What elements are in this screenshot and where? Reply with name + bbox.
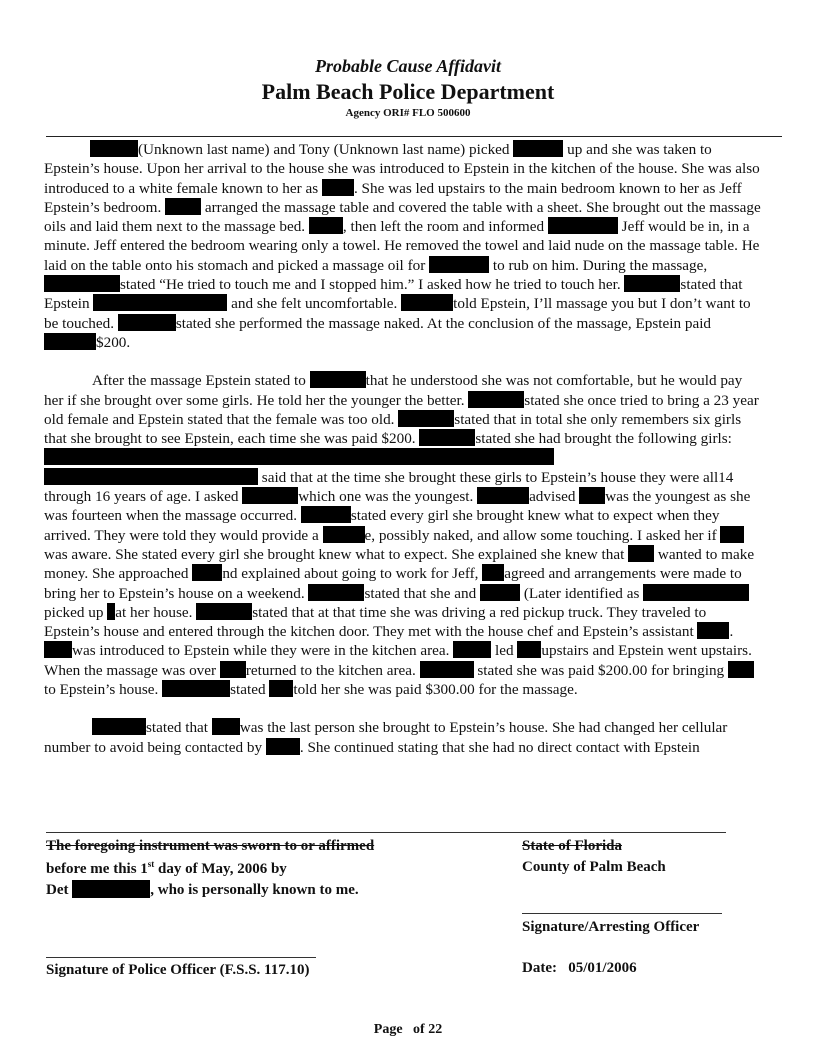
text-segment: arranged the massage table and covered the table with a sheet. She brought out the massage oils and laid them next to the massage bed. (44, 198, 761, 236)
redaction (212, 718, 240, 735)
redaction (118, 314, 176, 331)
text-segment: After the massage Epstein stated to (92, 372, 310, 390)
redaction (192, 564, 222, 581)
redaction (643, 584, 749, 601)
text-segment: stated that she and (364, 584, 481, 602)
redaction (401, 294, 453, 311)
redaction (419, 429, 475, 446)
redaction (44, 468, 258, 485)
text-segment: . She was led upstairs to the main bedroom known to her as Jeff Epstein’s bedroom. (44, 179, 742, 216)
text-segment: (Later identified as (520, 584, 644, 602)
date-label: Date: (522, 960, 557, 976)
redaction (624, 275, 680, 292)
text-segment: advised (529, 488, 580, 506)
agency-ori: Agency ORI# FLO 500600 (345, 107, 471, 119)
paragraph-3 (44, 718, 762, 757)
text-segment: told her she was paid $300.00 for the massage. (293, 681, 578, 699)
text-segment: stated that at that time she was driving a red pickup truck. They traveled to Epstein’s house and entered through the kitchen door. They met with the house chef and Epstein’s assistant (44, 603, 707, 641)
text-segment: was introduced to Epstein while they were in the kitchen area. (72, 642, 454, 660)
redaction (480, 584, 520, 601)
redaction (477, 487, 529, 504)
arresting-signature-label: Signature/Arresting Officer (522, 919, 700, 935)
redaction (266, 738, 300, 755)
county-label: County of Palm Beach (522, 859, 666, 875)
redaction (162, 680, 230, 697)
redaction (44, 275, 120, 292)
redaction (398, 410, 454, 427)
redaction (242, 487, 298, 504)
sworn-line-2 (46, 859, 287, 878)
sworn-line-2-pre: before me this 1 (46, 861, 148, 877)
text-segment: stated she once tried to bring a 23 year old female and Epstein stated that the female was too old. (44, 391, 759, 428)
text-segment: stated “He tried to touch me and I stopped him.” I asked how he tried to touch her. (120, 276, 625, 294)
redaction (44, 641, 72, 658)
redaction (165, 198, 201, 215)
sworn-line-1: The foregoing instrument was sworn to or affirmed (46, 838, 375, 854)
department-title: Palm Beach Police Department (261, 79, 555, 104)
redaction (309, 217, 343, 234)
text-segment: , then left the room and informed (342, 218, 548, 236)
paragraph-1 (44, 140, 762, 352)
affidavit-subtitle: Probable Cause Affidavit (315, 56, 501, 76)
text-segment: was the youngest as she was fourteen when the massage occurred. (44, 488, 751, 525)
text-segment: which one was the youngest. (298, 488, 478, 506)
sworn-line-2-post: day of May, 2006 by (154, 861, 287, 877)
text-segment: e, possibly naked, and allow some touching. I asked her if (364, 526, 721, 544)
text-segment: returned to the kitchen area. (245, 661, 420, 679)
text-segment: up and she was taken to Epstein’s house. Upon her arrival to the house she was introduced to Epstein in the kitchen of the house. She was also introduced to a white female known to her as (44, 141, 760, 197)
redaction (92, 718, 146, 735)
text-segment: to Epstein’s house. (44, 681, 163, 699)
text-segment: agreed and arrangements were made to bring her to Epstein’s house on a weekend. (44, 565, 742, 602)
text-segment: stated that in total she only remembers six girls that she brought to see Epstein, each time she was paid $200. (44, 410, 742, 448)
state-label: State of Florida (522, 838, 622, 854)
text-segment: stated she was paid $200.00 for bringing (473, 661, 728, 679)
text-segment: and she felt uncomfortable. (227, 295, 402, 313)
police-signature-label: Signature of Police Officer (F.S.S. 117.10) (46, 962, 310, 978)
redaction (482, 564, 504, 581)
redaction (220, 661, 246, 678)
sworn-date-sup: st (147, 859, 155, 869)
text-segment: wanted to make money. She approached (44, 545, 755, 583)
redaction (93, 294, 227, 311)
text-segment: stated every girl she brought knew what to expect when they arrived. They were told they would provide a (44, 507, 720, 544)
header-rule (46, 136, 782, 137)
text-segment: at her house. (115, 603, 197, 621)
det-line (46, 880, 359, 899)
text-segment: that he understood she was not comfortable, but he would pay her if she brought over some girls. He told her the younger the better. (44, 372, 743, 409)
redaction (196, 603, 252, 620)
redaction (453, 641, 491, 658)
text-segment: stated that Epstein (44, 276, 743, 313)
text-segment: nd explained about going to work for Jeff, (222, 565, 483, 583)
redaction (697, 622, 729, 639)
affidavit-body (44, 140, 762, 776)
redaction (468, 391, 524, 408)
page-label: Page (373, 1022, 403, 1037)
redaction (513, 140, 563, 157)
page-number (0, 1022, 816, 1038)
text-segment: was aware. She stated every girl she brought knew what to expect. She explained she knew that (44, 545, 629, 563)
text-segment: . (729, 623, 734, 641)
text-segment: upstairs and Epstein went upstairs. When the massage was over (44, 642, 752, 679)
text-segment: said that at the time she brought these girls to Epstein’s house they were all14 through 16 years of age. I asked (44, 468, 734, 506)
redaction (728, 661, 754, 678)
page-of: of 22 (413, 1022, 443, 1037)
text-segment: (Unknown last name) and Tony (Unknown last name) picked (138, 141, 514, 158)
redaction (548, 217, 618, 234)
text-segment: stated she performed the massage naked. At the conclusion of the massage, Epstein paid (175, 314, 712, 332)
redaction (323, 526, 365, 543)
redaction (322, 179, 354, 196)
redaction (720, 526, 744, 543)
text-segment: led (491, 642, 518, 660)
redaction (44, 448, 554, 465)
det-label: Det (46, 882, 69, 898)
redaction (301, 506, 351, 523)
redaction (517, 641, 541, 658)
redaction (308, 584, 364, 601)
date-value: 05/01/2006 (568, 960, 637, 976)
redaction (429, 256, 489, 273)
det-post: , who is personally known to me. (150, 882, 359, 898)
text-segment: $200. (96, 333, 131, 351)
redaction (269, 680, 293, 697)
redaction (90, 140, 138, 157)
text-segment: was the last person she brought to Epstein’s house. She had changed her cellular number to avoid being contacted by (44, 719, 728, 756)
footer-rule-top (46, 832, 726, 833)
police-signature-line (46, 957, 316, 958)
text-segment: stated that (146, 719, 212, 737)
text-segment: told Epstein, I’ll massage you but I don’t want to be touched. (44, 295, 751, 332)
text-segment: picked up (44, 603, 108, 621)
redaction (420, 661, 474, 678)
paragraph-2 (44, 371, 762, 699)
text-segment: stated she had brought the following girls: (475, 430, 732, 448)
text-segment: to rub on him. During the massage, (489, 256, 708, 274)
text-segment: stated (230, 681, 270, 699)
text-segment: Jeff would be in, in a minute. Jeff entered the bedroom wearing only a towel. He removed the towel and laid nude on the massage table. He laid on the table onto his stomach and picked a massage oil for (44, 218, 760, 274)
redaction (72, 880, 150, 898)
redaction (628, 545, 654, 562)
date-field (522, 960, 637, 977)
redaction (579, 487, 605, 504)
text-segment: . She continued stating that she had no direct contact with Epstein (299, 738, 700, 756)
arresting-signature-line (522, 913, 722, 914)
redaction (44, 333, 96, 350)
redaction (310, 371, 366, 388)
